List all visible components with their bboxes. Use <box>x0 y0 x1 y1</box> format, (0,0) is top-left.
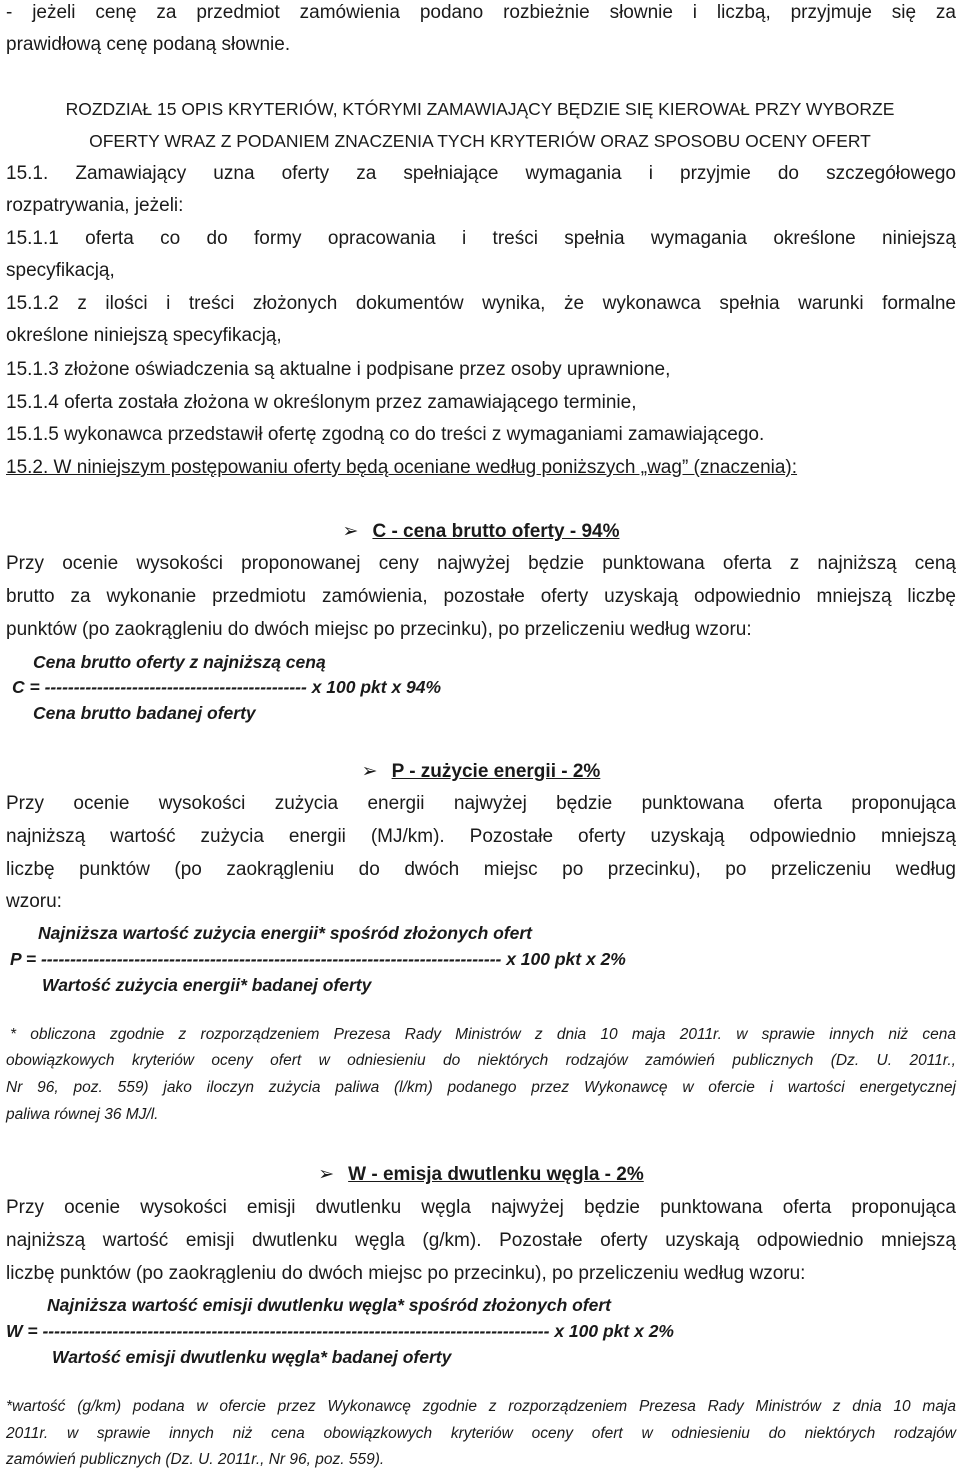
criterion-heading-price: ➢ C - cena brutto oferty - 94% <box>6 519 956 545</box>
formula-denominator: Cena brutto badanej oferty <box>33 703 256 723</box>
criterion-heading-co2: ➢ W - emisja dwutlenku węgla - 2% <box>6 1162 956 1188</box>
paragraph-line: punktów (po zaokrągleniu do dwóch miejsc po przecinku), po przeliczeniu według wzoru: <box>6 619 752 640</box>
list-item: 15.1.3 złożone oświadczenia są aktualne i podpisane przez osoby uprawnione, <box>6 359 671 380</box>
formula-numerator: Najniższa wartość emisji dwutlenku węgla* spośród złożonych ofert <box>47 1295 612 1315</box>
intro-line: prawidłową cenę podaną słownie. <box>6 34 291 55</box>
paragraph-line: brutto za wykonanie przedmiotu zamówienia, pozostałe oferty uzyskają odpowiednio mniejszą liczbę <box>6 586 956 607</box>
footnote: 2011r. w sprawie innych niż cena obowiązkowych kryteriów oceny ofert w odniesieniu do niektórych rodzajów <box>6 1425 956 1442</box>
formula-line: C = --------------------------------------------- x 100 pkt x 94% <box>12 677 442 697</box>
section-15-1-text: 15.1. Zamawiający uzna oferty za spełniające wymagania i przyjmie do szczegółowego <box>6 163 956 184</box>
intro-line: - jeżeli cenę za przedmiot zamówienia podano rozbieżnie słownie i liczbą, przyjmuje się za <box>6 2 956 23</box>
paragraph-line: najniższą wartość emisji dwutlenku węgla (g/km). Pozostałe oferty uzyskają odpowiednio mniejszą <box>6 1230 956 1251</box>
chapter-title: OFERTY WRAZ Z PODANIEM ZNACZENIA TYCH KRYTERIÓW ORAZ SPOSOBU OCENY OFERT <box>89 131 871 151</box>
list-item: 15.1.4 oferta została złożona w określonym przez zamawiającego terminie, <box>6 392 637 413</box>
paragraph-line: najniższą wartość zużycia energii (MJ/km). Pozostałe oferty uzyskają odpowiednio mniejszą <box>6 826 956 847</box>
footnote: * obliczona zgodnie z rozporządzeniem Prezesa Rady Ministrów z dnia 10 maja 2011r. w sprawie innych niż cena <box>10 1026 956 1043</box>
list-item: specyfikacją, <box>6 260 115 281</box>
section-15-2-text: 15.2. W niniejszym postępowaniu oferty będą oceniane według poniższych „wag” (znaczenia): <box>6 457 798 478</box>
paragraph-line: liczbę punktów (po zaokrągleniu do dwóch miejsc po przecinku), po przeliczeniu według wzoru: <box>6 1263 806 1284</box>
formula-denominator: Wartość zużycia energii* badanej oferty <box>42 975 372 995</box>
formula-line: W = --------------------------------------------------------------------------------------- x 100 pkt x 2% <box>6 1321 674 1341</box>
list-item: 15.1.1 oferta co do formy opracowania i treści spełnia wymagania określone niniejszą <box>6 228 956 249</box>
footnote: obowiązkowych kryteriów oceny ofert w odniesieniu do niektórych rodzajów zamówień publicznych (Dz. U. 2011r., <box>6 1052 956 1069</box>
formula-numerator: Cena brutto oferty z najniższą ceną <box>33 652 326 672</box>
arrow-bullet-icon: ➢ <box>342 521 359 542</box>
paragraph-line: Przy ocenie wysokości proponowanej ceny najwyżej będzie punktowana oferta z najniższą ceną <box>6 553 956 574</box>
footnote: Nr 96, poz. 559) jako iloczyn zużycia paliwa (l/km) podanego przez Wykonawcę w ofercie i wartości energetycznej <box>6 1079 956 1096</box>
footnote: zamówień publicznych (Dz. U. 2011r., Nr 96, poz. 559). <box>6 1451 385 1468</box>
formula-numerator: Najniższa wartość zużycia energii* spośród złożonych ofert <box>38 923 533 943</box>
footnote: *wartość (g/km) podana w ofercie przez Wykonawcę zgodnie z rozporządzeniem Prezesa Rady Ministrów z dnia 10 maja <box>6 1398 956 1415</box>
formula-line: P = ------------------------------------------------------------------------------- x 100 pkt x 2% <box>10 949 626 969</box>
paragraph-line: liczbę punktów (po zaokrągleniu do dwóch miejsc po przecinku), po przeliczeniu według <box>6 859 956 880</box>
list-item: 15.1.2 z ilości i treści złożonych dokumentów wynika, że wykonawca spełnia warunki formalne <box>6 293 956 314</box>
footnote: paliwa równej 36 MJ/l. <box>6 1106 159 1123</box>
list-item: 15.1.5 wykonawca przedstawił ofertę zgodną co do treści z wymaganiami zamawiającego. <box>6 424 765 445</box>
paragraph-line: wzoru: <box>6 891 62 912</box>
arrow-bullet-icon: ➢ <box>318 1164 335 1185</box>
arrow-bullet-icon: ➢ <box>361 761 378 782</box>
list-item: określone niniejszą specyfikacją, <box>6 325 282 346</box>
paragraph-line: Przy ocenie wysokości emisji dwutlenku węgla najwyżej będzie punktowana oferta proponująca <box>6 1197 956 1218</box>
criterion-heading-energy: ➢ P - zużycie energii - 2% <box>6 759 956 785</box>
formula-denominator: Wartość emisji dwutlenku węgla* badanej oferty <box>52 1347 452 1367</box>
chapter-title: ROZDZIAŁ 15 OPIS KRYTERIÓW, KTÓRYMI ZAMAWIAJĄCY BĘDZIE SIĘ KIEROWAŁ PRZY WYBORZE <box>65 99 895 119</box>
section-15-1-text: rozpatrywania, jeżeli: <box>6 195 184 216</box>
paragraph-line: Przy ocenie wysokości zużycia energii najwyżej będzie punktowana oferta proponująca <box>6 793 956 814</box>
